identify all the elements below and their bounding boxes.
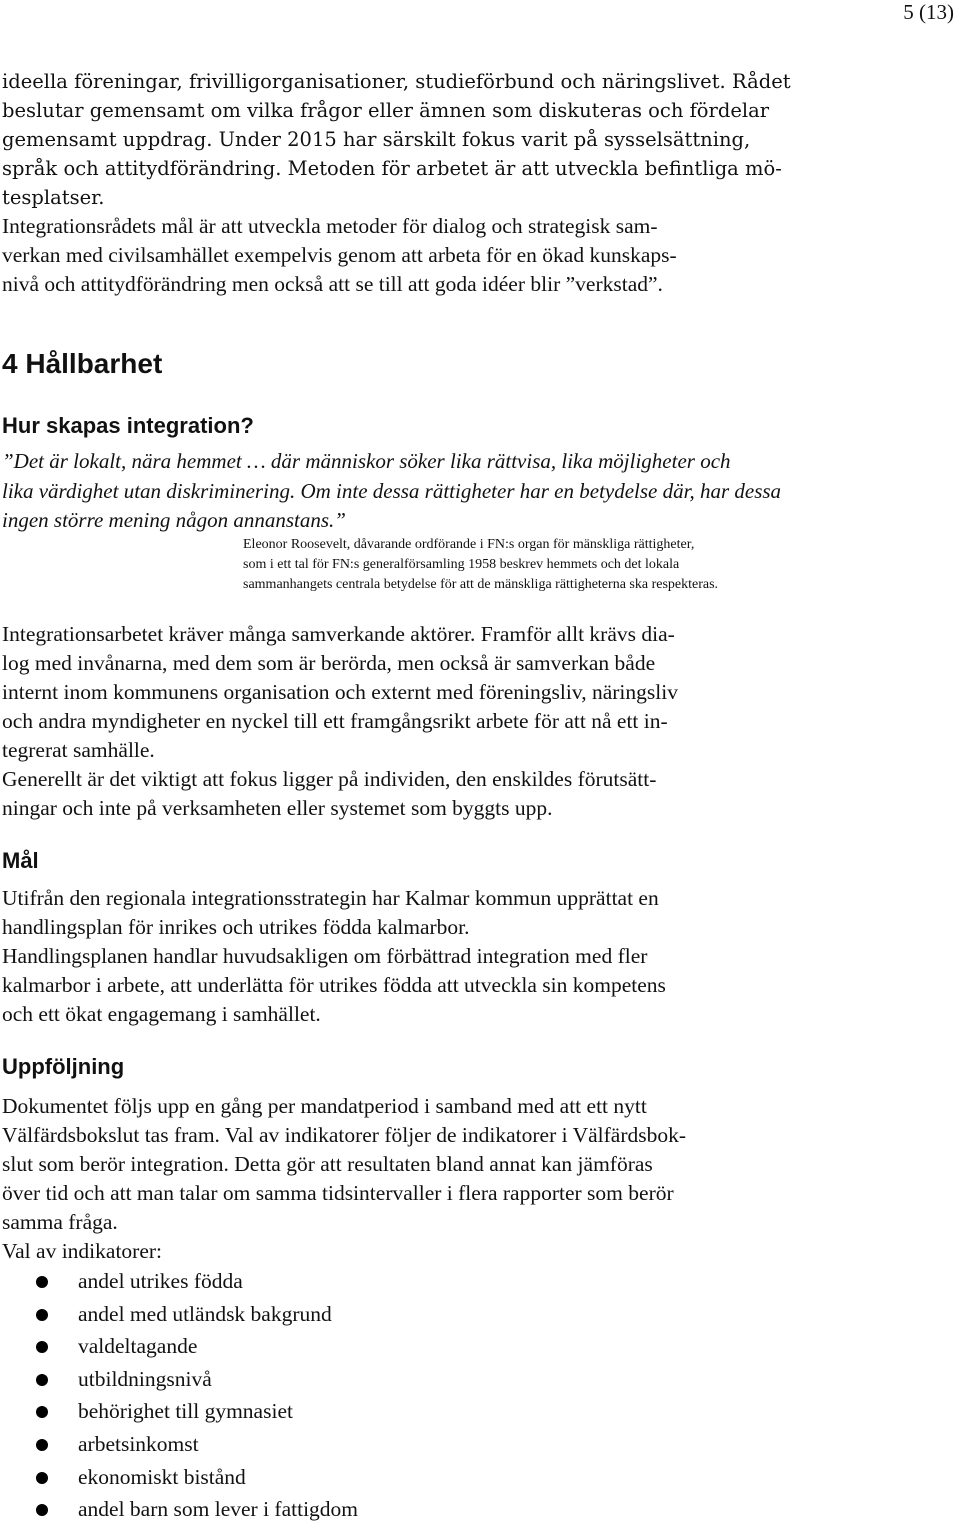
followup-line: över tid och att man talar om samma tidsintervaller i flera rapporter som berör xyxy=(2,1181,674,1205)
council-line: nivå och attitydförändring men också att se till att goda idéer blir ”verkstad”. xyxy=(2,272,663,296)
indicator-label: ekonomiskt bistånd xyxy=(78,1464,246,1489)
page-number: 5 (13) xyxy=(903,0,954,24)
attribution-line: sammanhangets centrala betydelse för att de mänskliga rättigheterna ska respekteras. xyxy=(243,577,719,592)
integration-line: Integrationsarbetet kräver många samverkande aktörer. Framför allt krävs dia- xyxy=(2,622,675,646)
attribution-line: Eleonor Roosevelt, dåvarande ordförande i FN:s organ för mänskliga rättigheter, xyxy=(243,537,695,552)
council-line: verkan med civilsamhället exempelvis genom att arbeta för en ökad kunskaps- xyxy=(2,243,677,267)
integration-line: och andra myndigheter en nyckel till ett framgångsrikt arbete för att nå ett in- xyxy=(2,709,668,733)
indicator-label: behörighet till gymnasiet xyxy=(78,1399,293,1424)
council-line: Integrationsrådets mål är att utveckla metoder för dialog och strategisk sam- xyxy=(2,214,658,238)
goal-line: Handlingsplanen handlar huvudsakligen om förbättrad integration med fler xyxy=(2,944,648,968)
indicator-label: andel utrikes födda xyxy=(78,1269,243,1293)
goal-line: och ett ökat engagemang i samhället. xyxy=(2,1002,321,1026)
followup-line: Dokumentet följs upp en gång per mandatperiod i samband med att ett nytt xyxy=(2,1094,647,1118)
goal-line: kalmarbor i arbete, att underlätta för utrikes födda att utveckla sin kompetens xyxy=(2,973,666,997)
intro-line: tesplatser. xyxy=(2,186,105,209)
bullet-icon xyxy=(36,1439,48,1451)
goal-heading: Mål xyxy=(2,848,39,873)
indicator-label: andel barn som lever i fattigdom xyxy=(78,1497,359,1522)
bullet-icon xyxy=(36,1472,48,1484)
indicator-label: andel med utländsk bakgrund xyxy=(78,1301,332,1326)
quote-line: lika värdighet utan diskriminering. Om inte dessa rättigheter har en betydelse där, har dessa xyxy=(2,479,782,503)
intro-line: språk och attitydförändring. Metoden för arbetet är att utveckla befintliga mö- xyxy=(2,157,782,180)
intro-line: ideella föreningar, frivilligorganisationer, studieförbund och näringslivet. Rådet xyxy=(2,70,791,93)
section-heading: 4 Hållbarhet xyxy=(2,348,163,379)
indicator-label: utbildningsnivå xyxy=(78,1366,212,1391)
followup-heading: Uppföljning xyxy=(2,1054,125,1079)
question-heading: Hur skapas integration? xyxy=(2,413,254,438)
intro-line: gemensamt uppdrag. Under 2015 har särskilt fokus varit på sysselsättning, xyxy=(2,128,751,151)
followup-line: slut som berör integration. Detta gör att resultaten bland annat kan jämföras xyxy=(2,1152,653,1176)
bullet-icon xyxy=(36,1276,48,1288)
indicator-label: valdeltagande xyxy=(78,1334,198,1359)
followup-line: samma fråga. xyxy=(2,1210,118,1234)
bullet-icon xyxy=(36,1374,48,1386)
followup-line: Välfärdsbokslut tas fram. Val av indikatorer följer de indikatorer i Välfärdsbok- xyxy=(2,1123,687,1147)
integration-line: Generellt är det viktigt att fokus ligger på individen, den enskildes förutsätt- xyxy=(2,767,657,791)
quote-line: ”Det är lokalt, nära hemmet … där människor söker lika rättvisa, lika möjligheter och xyxy=(2,449,731,473)
bullet-icon xyxy=(36,1504,48,1516)
integration-line: ningar och inte på verksamheten eller systemet som byggts upp. xyxy=(2,796,553,820)
goal-line: handlingsplan för inrikes och utrikes födda kalmarbor. xyxy=(2,915,470,939)
intro-line: beslutar gemensamt om vilka frågor eller ämnen som diskuteras och fördelar xyxy=(2,99,770,122)
bullet-icon xyxy=(36,1406,48,1418)
attribution-line: som i ett tal för FN:s generalförsamling 1958 beskrev hemmets och det lokala xyxy=(243,557,680,572)
bullet-icon xyxy=(36,1341,48,1353)
goal-line: Utifrån den regionala integrationsstrategin har Kalmar kommun upprättat en xyxy=(2,886,659,910)
bullet-icon xyxy=(36,1309,48,1321)
indicator-label: arbetsinkomst xyxy=(78,1431,199,1456)
followup-line: Val av indikatorer: xyxy=(2,1239,163,1263)
integration-line: tegrerat samhälle. xyxy=(2,738,155,762)
integration-line: log med invånarna, med dem som är berörda, men också är samverkan både xyxy=(2,651,656,675)
quote-line: ingen större mening någon annanstans.” xyxy=(2,508,346,532)
integration-line: internt inom kommunens organisation och externt med föreningsliv, näringsliv xyxy=(2,680,678,704)
